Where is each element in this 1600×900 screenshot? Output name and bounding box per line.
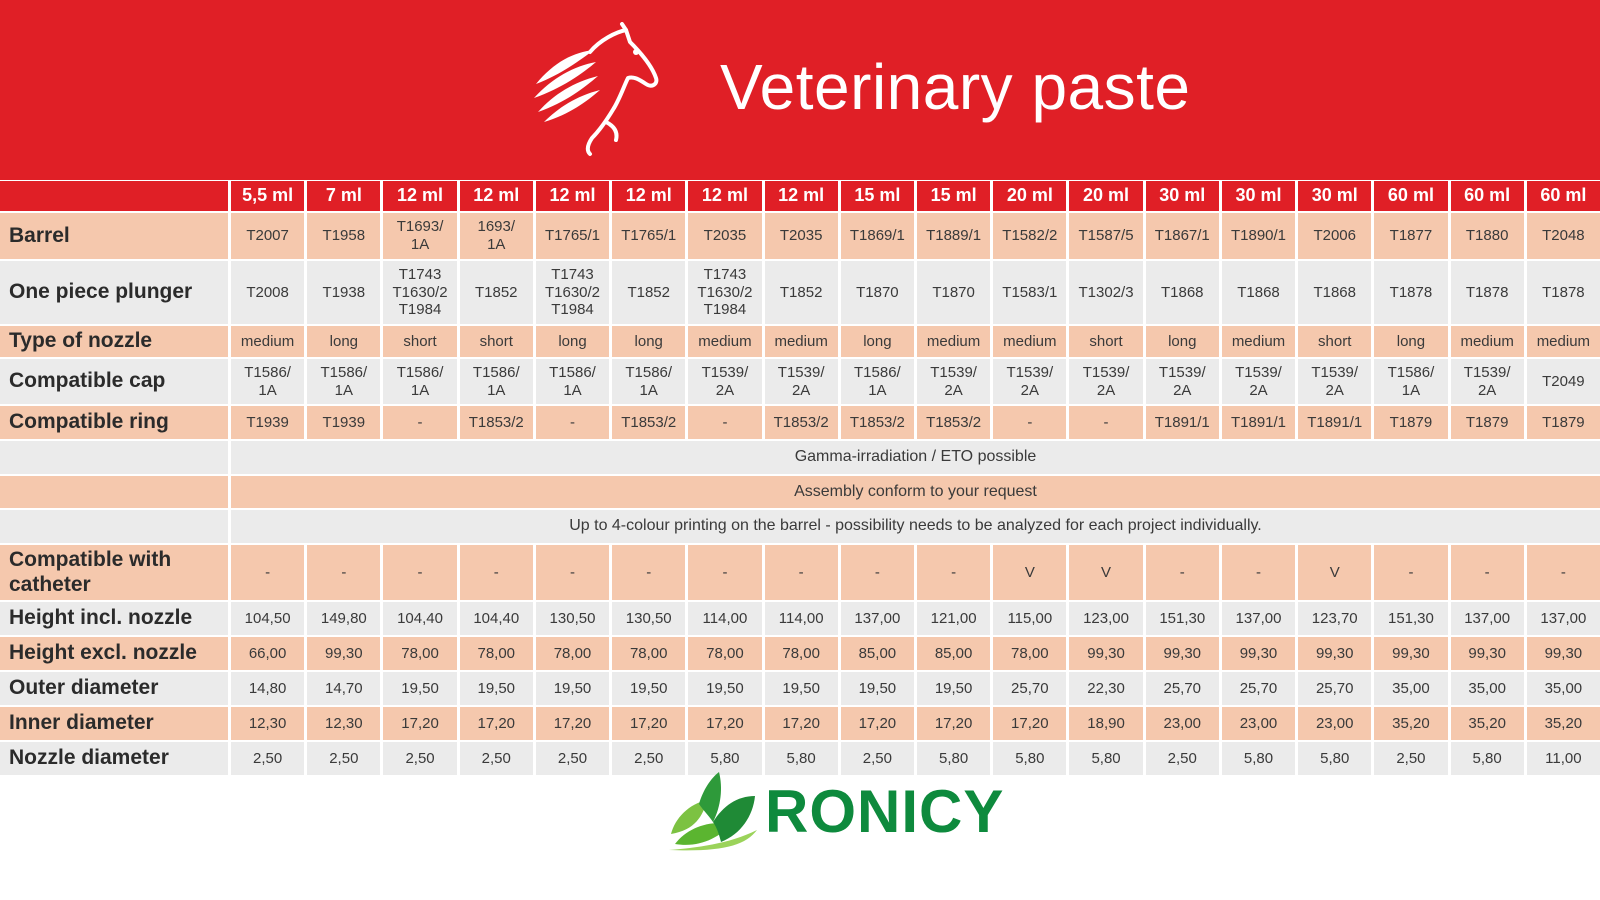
- row-label: Compatible ring: [0, 406, 228, 439]
- header-banner: [0, 0, 1600, 180]
- table-cell: 149,80: [307, 602, 380, 635]
- table-cell: 2,50: [307, 742, 380, 775]
- table-cell: 2,50: [536, 742, 609, 775]
- table-cell: T1889/1: [917, 213, 990, 259]
- table-cell: 151,30: [1146, 602, 1219, 635]
- column-header: 30 ml: [1298, 181, 1371, 211]
- table-cell: -: [536, 406, 609, 439]
- table-cell: 99,30: [1069, 637, 1142, 670]
- table-cell: 130,50: [536, 602, 609, 635]
- table-cell: T1583/1: [993, 261, 1066, 324]
- table-cell: 78,00: [612, 637, 685, 670]
- table-cell: 25,70: [1222, 672, 1295, 705]
- table-cell: T1586/ 1A: [460, 359, 533, 404]
- table-cell: -: [993, 406, 1066, 439]
- table-cell: -: [383, 406, 456, 439]
- table-cell: 5,80: [765, 742, 838, 775]
- table-cell: 1693/ 1A: [460, 213, 533, 259]
- table-cell: 19,50: [383, 672, 456, 705]
- table-cell: T1586/ 1A: [231, 359, 304, 404]
- table-cell: 35,20: [1451, 707, 1524, 740]
- table-cell: -: [1374, 545, 1447, 600]
- table-cell: T1879: [1451, 406, 1524, 439]
- row-label: Compatible cap: [0, 359, 228, 404]
- table-cell: T1870: [917, 261, 990, 324]
- table-cell: 114,00: [688, 602, 761, 635]
- table-cell: T1539/ 2A: [1451, 359, 1524, 404]
- table-cell: 25,70: [1146, 672, 1219, 705]
- table-cell: T1743 T1630/2 T1984: [688, 261, 761, 324]
- table-cell: T1877: [1374, 213, 1447, 259]
- table-cell: T1765/1: [536, 213, 609, 259]
- table-cell: -: [1527, 545, 1600, 600]
- table-cell: T1539/ 2A: [688, 359, 761, 404]
- table-cell: -: [536, 545, 609, 600]
- table-cell: 137,00: [1222, 602, 1295, 635]
- table-cell: T1586/ 1A: [612, 359, 685, 404]
- column-header: 12 ml: [536, 181, 609, 211]
- column-header: 15 ml: [841, 181, 914, 211]
- table-cell: 137,00: [841, 602, 914, 635]
- table-cell: T2049: [1527, 359, 1600, 404]
- row-label: Compatible with catheter: [0, 545, 228, 600]
- table-cell: T1586/ 1A: [307, 359, 380, 404]
- brand-name: RONICY: [765, 778, 1005, 845]
- table-cell: 17,20: [460, 707, 533, 740]
- table-cell: medium: [688, 326, 761, 357]
- table-cell: -: [841, 545, 914, 600]
- table-cell: medium: [993, 326, 1066, 357]
- table-cell: 2,50: [1146, 742, 1219, 775]
- merged-note-cell: Gamma-irradiation / ETO possible: [231, 441, 1600, 474]
- table-cell: 19,50: [612, 672, 685, 705]
- table-cell: 5,80: [917, 742, 990, 775]
- column-header: 30 ml: [1146, 181, 1219, 211]
- horse-head-icon: [530, 22, 670, 157]
- column-header: 12 ml: [688, 181, 761, 211]
- table-cell: 17,20: [383, 707, 456, 740]
- table-cell: 85,00: [841, 637, 914, 670]
- table-cell: T2007: [231, 213, 304, 259]
- table-cell: 14,70: [307, 672, 380, 705]
- table-cell: 12,30: [307, 707, 380, 740]
- table-cell: 19,50: [688, 672, 761, 705]
- table-cell: short: [1298, 326, 1371, 357]
- row-label: Height excl. nozzle: [0, 637, 228, 670]
- table-cell: 14,80: [231, 672, 304, 705]
- table-cell: -: [307, 545, 380, 600]
- table-cell: 19,50: [917, 672, 990, 705]
- table-cell: 2,50: [841, 742, 914, 775]
- column-header: 30 ml: [1222, 181, 1295, 211]
- table-cell: -: [383, 545, 456, 600]
- table-cell: 151,30: [1374, 602, 1447, 635]
- table-cell: T1586/ 1A: [1374, 359, 1447, 404]
- row-label: Inner diameter: [0, 707, 228, 740]
- row-label: Barrel: [0, 213, 228, 259]
- row-label: Height incl. nozzle: [0, 602, 228, 635]
- table-cell: 5,80: [1298, 742, 1371, 775]
- table-cell: T1852: [612, 261, 685, 324]
- table-cell: 17,20: [612, 707, 685, 740]
- table-cell: V: [993, 545, 1066, 600]
- header-corner-cell: [0, 181, 228, 211]
- row-label: [0, 476, 228, 508]
- table-cell: T1958: [307, 213, 380, 259]
- table-cell: -: [1069, 406, 1142, 439]
- table-cell: T1586/ 1A: [841, 359, 914, 404]
- table-cell: 2,50: [612, 742, 685, 775]
- column-header: 7 ml: [307, 181, 380, 211]
- table-cell: medium: [231, 326, 304, 357]
- table-cell: 35,20: [1374, 707, 1447, 740]
- table-cell: medium: [765, 326, 838, 357]
- table-cell: long: [841, 326, 914, 357]
- column-header: 60 ml: [1451, 181, 1524, 211]
- table-cell: T1870: [841, 261, 914, 324]
- column-header: 60 ml: [1374, 181, 1447, 211]
- table-cell: 23,00: [1222, 707, 1295, 740]
- merged-note-cell: Up to 4-colour printing on the barrel - possibility needs to be analyzed for each project individually.: [231, 510, 1600, 543]
- table-cell: T1868: [1298, 261, 1371, 324]
- table-cell: 99,30: [1374, 637, 1447, 670]
- table-cell: T1539/ 2A: [917, 359, 990, 404]
- table-cell: medium: [1451, 326, 1524, 357]
- table-cell: 5,80: [688, 742, 761, 775]
- table-cell: 2,50: [383, 742, 456, 775]
- table-cell: 5,80: [1222, 742, 1295, 775]
- table-cell: 18,90: [1069, 707, 1142, 740]
- table-cell: 23,00: [1146, 707, 1219, 740]
- table-cell: 25,70: [1298, 672, 1371, 705]
- table-cell: -: [688, 406, 761, 439]
- table-cell: 35,00: [1374, 672, 1447, 705]
- table-cell: T1938: [307, 261, 380, 324]
- table-cell: T1853/2: [765, 406, 838, 439]
- page-title: Veterinary paste: [720, 51, 1191, 123]
- table-cell: T1878: [1374, 261, 1447, 324]
- table-cell: V: [1069, 545, 1142, 600]
- table-cell: T1539/ 2A: [765, 359, 838, 404]
- table-cell: T1765/1: [612, 213, 685, 259]
- table-cell: 19,50: [536, 672, 609, 705]
- table-cell: 78,00: [383, 637, 456, 670]
- table-cell: 5,80: [993, 742, 1066, 775]
- table-cell: T1879: [1374, 406, 1447, 439]
- table-cell: 130,50: [612, 602, 685, 635]
- table-cell: 2,50: [231, 742, 304, 775]
- table-cell: V: [1298, 545, 1371, 600]
- brand-logo: [665, 770, 1005, 855]
- table-cell: T1539/ 2A: [1069, 359, 1142, 404]
- table-cell: 78,00: [993, 637, 1066, 670]
- table-cell: 137,00: [1527, 602, 1600, 635]
- table-cell: -: [612, 545, 685, 600]
- spec-table: [0, 181, 1600, 775]
- table-cell: medium: [917, 326, 990, 357]
- table-cell: 115,00: [993, 602, 1066, 635]
- table-cell: 17,20: [841, 707, 914, 740]
- leaf-logo-icon: [665, 770, 760, 852]
- table-cell: 137,00: [1451, 602, 1524, 635]
- table-cell: T1586/ 1A: [536, 359, 609, 404]
- table-cell: 17,20: [688, 707, 761, 740]
- row-label: One piece plunger: [0, 261, 228, 324]
- table-cell: -: [1451, 545, 1524, 600]
- column-header: 12 ml: [765, 181, 838, 211]
- table-cell: 35,00: [1451, 672, 1524, 705]
- row-label: Type of nozzle: [0, 326, 228, 357]
- merged-note-cell: Assembly conform to your request: [231, 476, 1600, 508]
- row-label: Outer diameter: [0, 672, 228, 705]
- table-cell: 99,30: [1222, 637, 1295, 670]
- table-cell: 12,30: [231, 707, 304, 740]
- table-cell: T1869/1: [841, 213, 914, 259]
- table-cell: 99,30: [1527, 637, 1600, 670]
- column-header: 20 ml: [1069, 181, 1142, 211]
- table-cell: T1891/1: [1222, 406, 1295, 439]
- table-cell: 25,70: [993, 672, 1066, 705]
- table-cell: T1743 T1630/2 T1984: [383, 261, 456, 324]
- table-cell: -: [765, 545, 838, 600]
- table-cell: 66,00: [231, 637, 304, 670]
- table-cell: 22,30: [1069, 672, 1142, 705]
- table-cell: 104,40: [460, 602, 533, 635]
- table-cell: 78,00: [460, 637, 533, 670]
- table-cell: -: [688, 545, 761, 600]
- table-cell: long: [1374, 326, 1447, 357]
- table-cell: -: [231, 545, 304, 600]
- column-header: 5,5 ml: [231, 181, 304, 211]
- table-cell: 11,00: [1527, 742, 1600, 775]
- table-cell: T1939: [231, 406, 304, 439]
- table-cell: T1868: [1222, 261, 1295, 324]
- table-cell: 121,00: [917, 602, 990, 635]
- table-cell: T1587/5: [1069, 213, 1142, 259]
- table-cell: 35,00: [1527, 672, 1600, 705]
- table-cell: T1878: [1451, 261, 1524, 324]
- table-cell: 78,00: [688, 637, 761, 670]
- table-cell: long: [1146, 326, 1219, 357]
- table-cell: T1586/ 1A: [383, 359, 456, 404]
- table-cell: 2,50: [1374, 742, 1447, 775]
- table-cell: T1539/ 2A: [993, 359, 1066, 404]
- table-cell: 114,00: [765, 602, 838, 635]
- table-cell: 85,00: [917, 637, 990, 670]
- column-header: 15 ml: [917, 181, 990, 211]
- table-cell: 19,50: [765, 672, 838, 705]
- table-cell: T2035: [688, 213, 761, 259]
- table-cell: T1539/ 2A: [1298, 359, 1371, 404]
- table-cell: 19,50: [841, 672, 914, 705]
- table-cell: 19,50: [460, 672, 533, 705]
- table-cell: T1582/2: [993, 213, 1066, 259]
- table-cell: T1867/1: [1146, 213, 1219, 259]
- table-cell: 104,40: [383, 602, 456, 635]
- table-cell: T1853/2: [841, 406, 914, 439]
- table-cell: short: [383, 326, 456, 357]
- table-cell: T1891/1: [1146, 406, 1219, 439]
- table-cell: T1743 T1630/2 T1984: [536, 261, 609, 324]
- table-cell: -: [1222, 545, 1295, 600]
- table-cell: T2006: [1298, 213, 1371, 259]
- table-cell: T1302/3: [1069, 261, 1142, 324]
- table-cell: T2008: [231, 261, 304, 324]
- row-label: Nozzle diameter: [0, 742, 228, 775]
- table-cell: T1693/ 1A: [383, 213, 456, 259]
- table-cell: 104,50: [231, 602, 304, 635]
- row-label: [0, 441, 228, 474]
- table-cell: 99,30: [1451, 637, 1524, 670]
- table-cell: T2035: [765, 213, 838, 259]
- table-cell: T1853/2: [917, 406, 990, 439]
- table-cell: long: [536, 326, 609, 357]
- table-cell: 123,70: [1298, 602, 1371, 635]
- table-cell: T1852: [765, 261, 838, 324]
- table-cell: T1939: [307, 406, 380, 439]
- table-cell: 2,50: [460, 742, 533, 775]
- table-cell: 17,20: [917, 707, 990, 740]
- table-cell: T1878: [1527, 261, 1600, 324]
- table-cell: -: [460, 545, 533, 600]
- table-cell: T1880: [1451, 213, 1524, 259]
- table-cell: T1539/ 2A: [1146, 359, 1219, 404]
- table-cell: T1890/1: [1222, 213, 1295, 259]
- table-cell: 17,20: [536, 707, 609, 740]
- column-header: 20 ml: [993, 181, 1066, 211]
- table-cell: T1891/1: [1298, 406, 1371, 439]
- table-cell: 99,30: [307, 637, 380, 670]
- table-cell: 123,00: [1069, 602, 1142, 635]
- table-cell: T2048: [1527, 213, 1600, 259]
- table-cell: 17,20: [993, 707, 1066, 740]
- table-cell: 78,00: [765, 637, 838, 670]
- table-cell: 5,80: [1451, 742, 1524, 775]
- column-header: 12 ml: [460, 181, 533, 211]
- table-cell: short: [1069, 326, 1142, 357]
- table-cell: T1853/2: [460, 406, 533, 439]
- column-header: 12 ml: [383, 181, 456, 211]
- table-cell: T1853/2: [612, 406, 685, 439]
- table-cell: short: [460, 326, 533, 357]
- table-cell: long: [307, 326, 380, 357]
- table-cell: T1852: [460, 261, 533, 324]
- table-cell: 99,30: [1146, 637, 1219, 670]
- table-cell: 23,00: [1298, 707, 1371, 740]
- table-cell: -: [1146, 545, 1219, 600]
- table-cell: T1879: [1527, 406, 1600, 439]
- column-header: 60 ml: [1527, 181, 1600, 211]
- table-cell: T1539/ 2A: [1222, 359, 1295, 404]
- row-label: [0, 510, 228, 543]
- table-cell: -: [917, 545, 990, 600]
- table-cell: medium: [1527, 326, 1600, 357]
- table-cell: 5,80: [1069, 742, 1142, 775]
- table-cell: medium: [1222, 326, 1295, 357]
- table-cell: T1868: [1146, 261, 1219, 324]
- column-header: 12 ml: [612, 181, 685, 211]
- table-cell: 78,00: [536, 637, 609, 670]
- table-cell: 17,20: [765, 707, 838, 740]
- table-cell: long: [612, 326, 685, 357]
- table-cell: 99,30: [1298, 637, 1371, 670]
- table-cell: 35,20: [1527, 707, 1600, 740]
